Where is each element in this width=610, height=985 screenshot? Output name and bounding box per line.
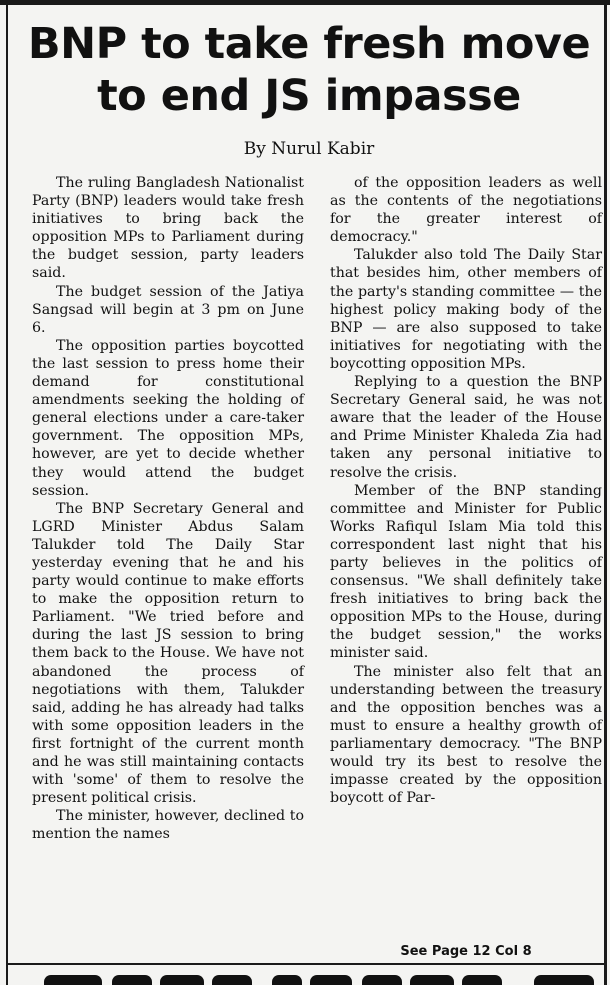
right-border <box>604 0 607 985</box>
article-column-right <box>330 174 602 807</box>
cut-off-letter <box>310 975 352 985</box>
paragraph-continued: of the opposition leaders as well as the contents of the negotiations for the greater interest of democracy." <box>330 175 602 246</box>
paragraph: The minister also felt that an understanding between the treasury and the opposition benches was a must to ensure a healthy growth of parliamentary democracy. "The BNP would try its best to resolve the impasse created by the opposition boycott of Par- <box>330 663 602 807</box>
paragraph: The budget session of the Jatiya Sangsad will begin at 3 pm on June 6. <box>32 283 304 336</box>
cut-off-letter <box>44 975 102 985</box>
next-headline-cut-off <box>14 966 604 985</box>
cut-off-letter <box>362 975 402 985</box>
paragraph: The BNP Secretary General and LGRD Minister Abdus Salam Talukder told The Daily Star yesterday evening that he and his party would continue to make efforts to make the opposition return to Parliament. "We tried before and during the last JS session to bring them back to the House. We have not abandoned the process of negotiations with them, Talukder said, adding he has already had talks with some opposition leaders in the first fortnight of the current month and he was still maintaining contacts with 'some' of them to resolve the present political crisis. <box>32 500 304 807</box>
cut-off-letter <box>462 975 502 985</box>
paragraph: Member of the BNP standing committee and Minister for Public Works Rafiqul Islam Mia told this correspondent last night that his party believes in the politics of consensus. "We shall definitely take fresh initiatives to bring back the opposition MPs to the House, during the budget session," the works minister said. <box>330 482 602 662</box>
cut-off-letter <box>112 975 152 985</box>
cut-off-letter <box>160 975 204 985</box>
cut-off-letter <box>212 975 252 985</box>
paragraph: The minister, however, declined to mention the names <box>32 808 304 843</box>
cut-off-letter <box>534 975 594 985</box>
headline-line-2: to end JS impasse <box>97 71 521 121</box>
left-border <box>6 0 8 985</box>
cut-off-letter <box>272 975 302 985</box>
paragraph: The opposition parties boycotted the last session to press home their demand for constitutional amendments seeking the holding of general elections under a care-taker government. The opposition MPs, however, are yet to decide whether they would attend the budget session. <box>32 337 304 499</box>
top-border <box>0 0 610 5</box>
article-column-left <box>32 174 304 843</box>
headline <box>14 18 604 122</box>
cut-off-letter <box>410 975 454 985</box>
continued-on-page-link[interactable]: See Page 12 Col 8 <box>400 944 532 959</box>
section-divider <box>8 963 604 965</box>
paragraph: The ruling Bangladesh Nationalist Party (BNP) leaders would take fresh initiatives to bring back the opposition MPs to Parliament during the budget session, party leaders said. <box>32 175 304 282</box>
headline-line-1: BNP to take fresh move <box>27 19 591 69</box>
paragraph: Talukder also told The Daily Star that besides him, other members of the party's standing committee — the highest policy making body of the BNP — are also supposed to take initiatives for negotiating with the boycotting opposition MPs. <box>330 247 602 372</box>
paragraph: Replying to a question the BNP Secretary General said, he was not aware that the leader of the House and Prime Minister Khaleda Zia had taken any personal initiative to resolve the crisis. <box>330 374 602 481</box>
byline: By Nurul Kabir <box>243 139 375 159</box>
